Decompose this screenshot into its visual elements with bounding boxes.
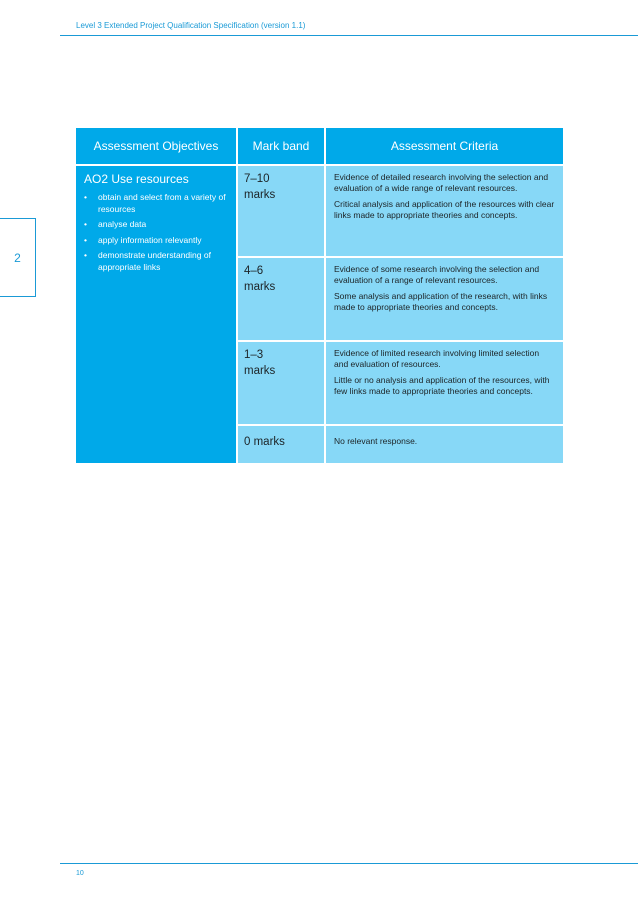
mark-band-cell: 1–3 marks — [244, 349, 276, 377]
header-criteria: Assessment Criteria — [326, 128, 563, 164]
band-row-4-6 — [238, 258, 563, 340]
mark-band-cell: 7–10 marks — [244, 173, 276, 201]
mark-band-cell: 0 marks — [244, 436, 285, 448]
objective-list — [84, 192, 228, 273]
objective-bullet: • analyse data — [84, 219, 147, 229]
criteria-cell: Evidence of detailed research involving the selection and evaluation of a wide range of relevant resources. Critical analysis and application of the resources with clear links made to appropriate theories and concepts. — [326, 166, 563, 256]
criteria-cell: Evidence of some research involving the selection and evaluation of a range of relevant resources. Some analysis and application of the research, with links made to appropriate theories and concepts. — [326, 258, 563, 340]
objective-title: AO2 Use resources — [84, 172, 189, 186]
objective-cell — [76, 166, 236, 463]
page-number: 10 — [76, 870, 84, 877]
section-tab — [0, 218, 36, 297]
band-row-7-10 — [238, 166, 563, 256]
header-rule — [60, 35, 638, 36]
running-header: Level 3 Extended Project Qualification Specification (version 1.1) — [76, 21, 306, 30]
header-mark-band: Mark band — [238, 128, 324, 164]
band-row-0 — [238, 426, 563, 463]
footer-rule — [60, 863, 638, 864]
band-row-1-3 — [238, 342, 563, 424]
mark-band-cell: 4–6 marks — [244, 265, 276, 293]
criteria-cell: Evidence of limited research involving limited selection and evaluation of resources. Little or no analysis and application of the resources, with few links made to appropriate theories and concepts. — [326, 342, 563, 424]
objective-bullet: • demonstrate understanding of appropriate links — [84, 250, 211, 272]
objective-bullet: • obtain and select from a variety of resources — [84, 192, 226, 214]
objective-bullet: • apply information relevantly — [84, 234, 202, 245]
section-number: 2 — [14, 250, 21, 265]
criteria-cell: No relevant response. — [326, 426, 563, 463]
assessment-table — [76, 128, 563, 463]
header-objectives: Assessment Objectives — [76, 128, 236, 164]
